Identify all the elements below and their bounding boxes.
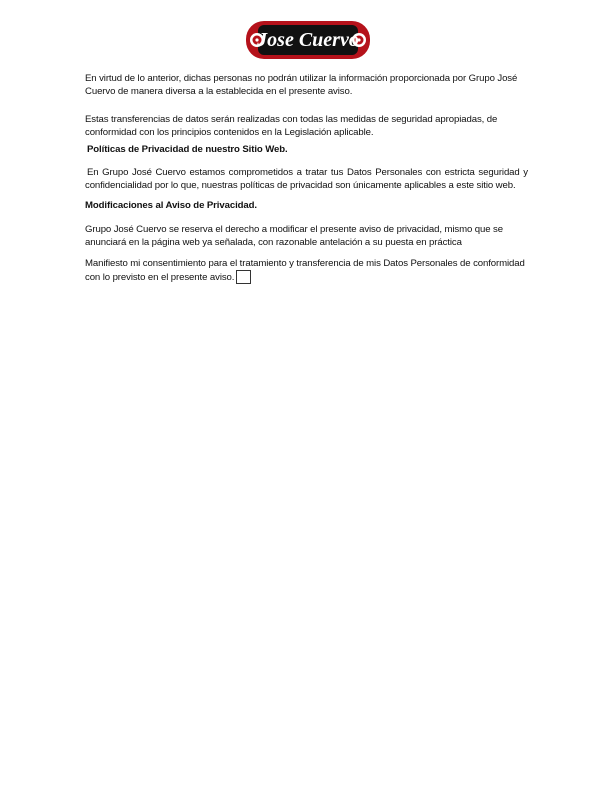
jose-cuervo-logo xyxy=(246,21,370,59)
logo-text: Jose Cuervo xyxy=(257,29,359,51)
document-body xyxy=(85,72,528,284)
paragraph-transfers: Estas transferencias de datos serán realizadas con todas las medidas de seguridad apropiadas, de conformidad con los principios contenidos en la Legislación aplicable. xyxy=(85,114,498,138)
logo-graphic xyxy=(246,21,370,59)
heading-modifications: Modificaciones al Aviso de Privacidad. xyxy=(85,200,257,211)
consent-checkbox[interactable] xyxy=(236,270,251,284)
paragraph-website-privacy: En Grupo José Cuervo estamos comprometidos a tratar tus Datos Personales con estricta seguridad y confidencialidad por lo que, nuestras políticas de privacidad son únicamente aplicables a este sitio web. xyxy=(85,167,528,191)
paragraph-modifications: Grupo José Cuervo se reserva el derecho a modificar el presente aviso de privacidad, mismo que se anunciará en la página web ya señalada, con razonable antelación a su puesta en práctica xyxy=(85,224,503,248)
consent-text: Manifiesto mi consentimiento para el tratamiento y transferencia de mis Datos Personales de conformidad con lo previsto en el presente aviso. xyxy=(85,258,525,283)
consent-statement xyxy=(85,257,528,284)
paragraph-usage-restriction: En virtud de lo anterior, dichas personas no podrán utilizar la información proporcionada por Grupo José Cuervo de manera diversa a la establecida en el presente aviso. xyxy=(85,73,518,97)
heading-website-privacy: Políticas de Privacidad de nuestro Sitio Web. xyxy=(87,144,288,155)
